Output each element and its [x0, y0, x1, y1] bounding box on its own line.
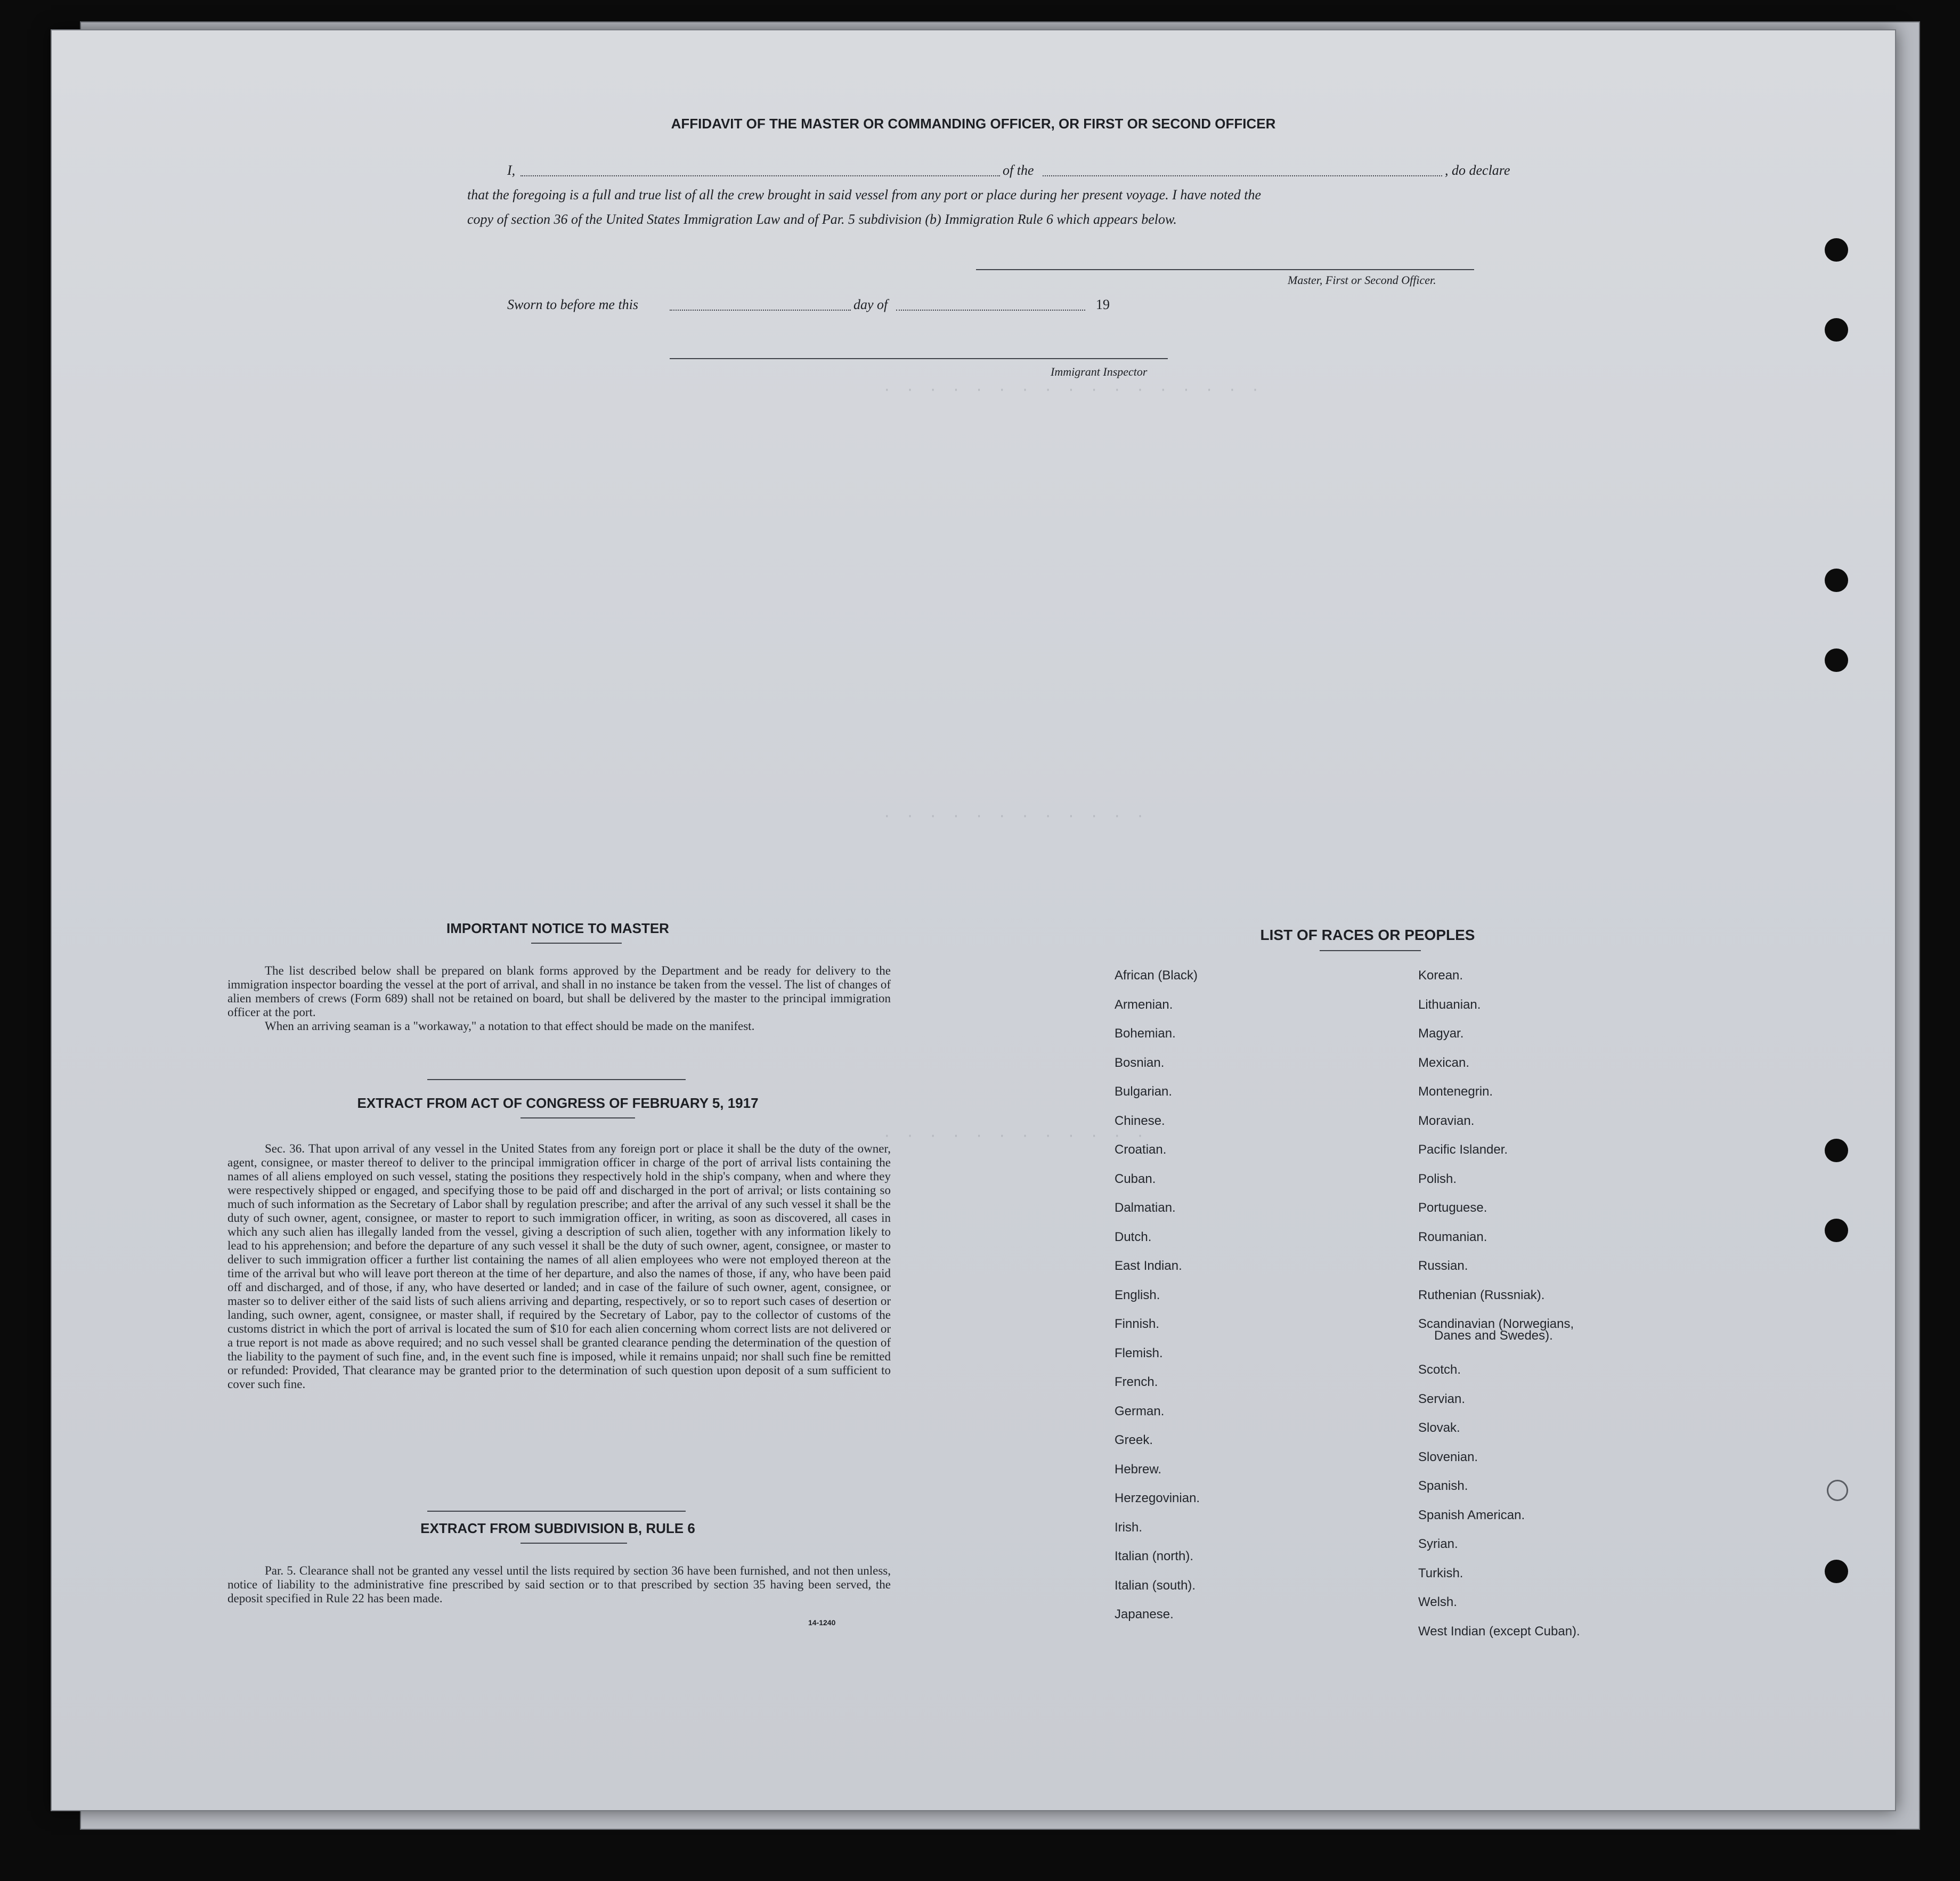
race-item: Slovenian.: [1418, 1449, 1478, 1464]
vessel-blank: [1043, 175, 1442, 176]
rule-extract-title: EXTRACT FROM SUBDIVISION B, RULE 6: [420, 1520, 695, 1536]
race-item: Greek.: [1115, 1433, 1153, 1447]
race-item: Mexican.: [1418, 1055, 1470, 1070]
binder-hole: [1825, 648, 1848, 672]
binder-hole: [1825, 1139, 1848, 1162]
race-item: Irish.: [1115, 1520, 1143, 1535]
race-item: Spanish American.: [1418, 1507, 1525, 1522]
binder-hole: [1825, 569, 1848, 592]
race-item: Cuban.: [1115, 1171, 1156, 1186]
race-item: Turkish.: [1418, 1566, 1463, 1580]
race-item: Armenian.: [1115, 997, 1173, 1012]
rule-par-5-text: Par. 5. Clearance shall not be granted any vessel until the lists required by section 36 have been furnished, and not then unless, notice of liability to the administrative fine prescribed by said section or to that prescribed by section 35 having been served, the deposit specified in Rule 22 has been made.: [227, 1564, 891, 1605]
affidavit-line-3: copy of section 36 of the United States Immigration Law and of Par. 5 subdivision (b) Immigration Rule 6 which appears below.: [467, 212, 1177, 227]
race-item: Bosnian.: [1115, 1055, 1165, 1070]
signature-line: [976, 269, 1474, 270]
notice-paragraph-1: The list described below shall be prepared on blank forms approved by the Department and be ready for delivery to the immigration inspector boarding the vessel at the port of arrival, and shall in no instance be taken from the vessel. The list of changes of alien members of crews (Form 689) shall not be retained on board, but shall be delivered by the master to the principal immigration officer at the port.: [227, 964, 891, 1019]
race-item: Dalmatian.: [1115, 1201, 1176, 1215]
binder-hole: [1825, 1219, 1848, 1242]
race-item: English.: [1115, 1287, 1160, 1302]
race-item: Roumanian.: [1418, 1229, 1487, 1244]
race-item: Italian (north).: [1115, 1549, 1194, 1563]
section-divider: [427, 1511, 686, 1512]
race-item: East Indian.: [1115, 1259, 1182, 1273]
signature-caption: Master, First or Second Officer.: [1288, 273, 1436, 287]
rule-extract-rule: [521, 1543, 627, 1544]
race-item: Danes and Swedes).: [1434, 1328, 1553, 1343]
race-item: Hebrew.: [1115, 1462, 1162, 1477]
inspector-line: [670, 358, 1168, 359]
race-item: Scandinavian (Norwegians,: [1418, 1317, 1574, 1331]
binder-hole: [1827, 1480, 1848, 1501]
race-item: Welsh.: [1418, 1595, 1457, 1610]
sworn-label: Sworn to before me this: [507, 297, 639, 312]
manifest-page: [51, 29, 1896, 1811]
binder-hole: [1825, 1560, 1848, 1583]
name-blank: [521, 175, 1000, 176]
race-item: Herzegovinian.: [1115, 1491, 1200, 1505]
races-left-column: [1115, 968, 1381, 1661]
races-rule: [1320, 950, 1421, 951]
race-item: Scotch.: [1418, 1363, 1461, 1377]
section-divider: [427, 1079, 686, 1080]
bleed-through-text: · · · · · · · · · · · ·: [883, 1128, 1148, 1144]
affidavit-title: AFFIDAVIT OF THE MASTER OR COMMANDING OFFICER, OR FIRST OR SECOND OFFICER: [671, 116, 1276, 132]
race-item: Syrian.: [1418, 1537, 1458, 1552]
race-item: Polish.: [1418, 1171, 1457, 1186]
race-item: Russian.: [1418, 1259, 1468, 1273]
inspector-caption: Immigrant Inspector: [1051, 365, 1148, 378]
race-item: Portuguese.: [1418, 1201, 1487, 1215]
race-item: Korean.: [1418, 968, 1463, 983]
race-item: Moravian.: [1418, 1113, 1475, 1128]
race-item: West Indian (except Cuban).: [1418, 1624, 1580, 1639]
race-item: German.: [1115, 1404, 1165, 1418]
act-extract-rule: [521, 1117, 635, 1118]
affidavit-of-label: of the: [1003, 163, 1034, 178]
bleed-through-text: · · · · · · · · · · · ·: [883, 808, 1148, 824]
race-item: Croatian.: [1115, 1142, 1167, 1157]
race-item: Montenegrin.: [1418, 1084, 1493, 1099]
binder-hole: [1825, 318, 1848, 342]
affidavit-declare-label: , do declare: [1445, 163, 1510, 178]
race-item: Slovak.: [1418, 1421, 1460, 1436]
sworn-month-blank: [896, 310, 1085, 311]
race-item: Bohemian.: [1115, 1026, 1176, 1041]
binder-hole: [1825, 238, 1848, 262]
act-extract-title: EXTRACT FROM ACT OF CONGRESS OF FEBRUARY 5, 1917: [357, 1095, 759, 1111]
race-item: Lithuanian.: [1418, 997, 1481, 1012]
affidavit-line-2: that the foregoing is a full and true list of all the crew brought in said vessel from any port or place during her present voyage. I have noted the: [467, 187, 1261, 202]
race-item: Magyar.: [1418, 1026, 1464, 1041]
race-item: Finnish.: [1115, 1317, 1160, 1331]
sworn-day-label: day of: [853, 297, 888, 312]
form-number: 14-1240: [808, 1618, 836, 1627]
race-item: Dutch.: [1115, 1229, 1152, 1244]
race-item: Chinese.: [1115, 1113, 1165, 1128]
notice-rule: [531, 943, 622, 944]
races-title: LIST OF RACES OR PEOPLES: [1260, 927, 1475, 943]
race-item: Servian.: [1418, 1391, 1466, 1406]
race-item: Flemish.: [1115, 1345, 1163, 1360]
notice-title: IMPORTANT NOTICE TO MASTER: [446, 920, 669, 936]
race-item: Italian (south).: [1115, 1578, 1196, 1593]
sworn-date-blank: [670, 310, 851, 311]
bleed-through-text: · · · · · · · · · · · · · · · · ·: [883, 382, 1263, 398]
race-item: Pacific Islander.: [1418, 1142, 1508, 1157]
race-item: Bulgarian.: [1115, 1084, 1173, 1099]
notice-paragraph-2: When an arriving seaman is a "workaway," a notation to that effect should be made on the manifest.: [265, 1019, 755, 1033]
race-item: Spanish.: [1418, 1479, 1468, 1494]
sworn-year-label: 19: [1096, 297, 1110, 312]
race-item: Japanese.: [1115, 1607, 1174, 1621]
act-section-36-text: Sec. 36. That upon arrival of any vessel in the United States from any foreign port or place it shall be the duty of the owner, agent, consignee, or master thereof to deliver to the principal immigration officer in charge of the port of arrival lists containing the names of all aliens employed on such vessel, stating the positions they respectively hold in the ship's company, when and where they were respectively shipped or engaged, and specifying those to be paid off and discharged in the port of arrival; or lists containing so much of such information as the Secretary of Labor shall by regulation prescribe; and after the arrival of any such vessel it shall be the duty of such owner, agent, consignee, or master to report to such immigration officer, in writing, as soon as discovered, all cases in which any such alien has illegally landed from the vessel, giving a description of such alien, together with any information likely to lead to his apprehension; and before the departure of any such vessel it shall be the duty of such owner, agent, consignee, or master to deliver to such immigration officer a further list containing the names of all alien employees who were not employed thereon at the time of the arrival but who will leave port thereon at the time of her departure, and also the names of those, if any, who have been paid off and discharged, and of those, if any, who have deserted or landed; and in case of the failure of such owner, agent, consignee, or master so to deliver either of the said lists of such aliens arriving and departing, respectively, or so to report such cases of desertion or landing, such owner, agent, consignee, or master shall, if required by the Secretary of Labor, pay to the collector of customs of the customs district in which the port of arrival is located the sum of $10 for each alien concerning whom correct lists are not delivered or a true report is not made as above required; and no such vessel shall be granted clearance pending the determination of the question of the liability to the payment of such fine, and, in the event such fine is imposed, while it remains unpaid; nor shall such fine be remitted or refunded: Provided, That clearance may be granted prior to the determination of such question upon deposit of a sum sufficient to cover such fine.: [227, 1142, 891, 1391]
race-item: French.: [1115, 1375, 1158, 1389]
race-item: Ruthenian (Russniak).: [1418, 1287, 1545, 1302]
affidavit-i-label: I,: [507, 163, 516, 178]
race-item: African (Black): [1115, 968, 1198, 983]
races-right-column: [1418, 968, 1738, 1661]
